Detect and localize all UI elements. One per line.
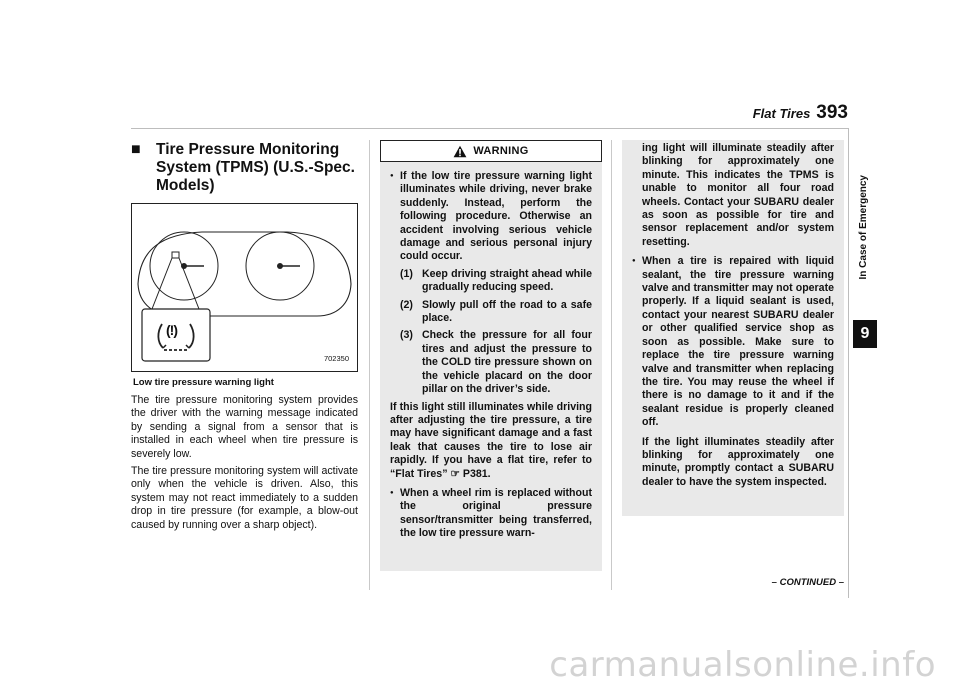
warning-triangle-icon (453, 145, 467, 158)
step-text: Check the pressure for all four tires and adjust the pressure to the COLD tire pressure shown on the vehicle placard on the door pillar on the driver’s side. (422, 329, 592, 396)
step-number: (3) (400, 329, 413, 342)
column-divider (611, 140, 612, 590)
header-rule (131, 128, 848, 129)
bullet-icon: ● (632, 258, 636, 265)
warning-item-2-continued: ing light will illuminate steadily after blinking for approximately one minute. This indicates the TPMS is unable to monitor all four road wheels. Contact your SUBARU dealer as soon as possible for tire and sensor replacement and/or system resetting. (642, 142, 834, 248)
section-title-text: Tire Pressure Monitoring System (TPMS) (U.S.-Spec. Models) (156, 141, 355, 194)
warning-item-1 (380, 170, 592, 264)
figure-number: 702350 (323, 354, 349, 363)
chapter-tab-label: In Case of Emergency (858, 175, 869, 280)
warning-item-1-text: If the low tire pressure warning light illuminates while driving, never brake suddenly. Instead, perform the following procedure. Otherwise an accident involving serious vehicle damage and serious personal injury could occur. (400, 170, 592, 263)
warning-item-3-followup: If the light illuminates steadily after blinking for approximately one minute, promptly contact a SUBARU dealer to have the system inspected. (642, 435, 834, 488)
dashboard-figure (131, 203, 358, 372)
body-paragraph-2: The tire pressure monitoring system will activate only when the vehicle is driven. Also, this system may not react immediately to a sudden drop in tire pressure (for example, a blow-out caused by running over a sharp object). (131, 465, 358, 531)
figure-caption: Low tire pressure warning light (133, 377, 274, 388)
watermark: carmanualsonline.info (549, 645, 936, 685)
procedure-step (400, 329, 592, 396)
procedure-steps (400, 268, 592, 397)
page-header (753, 102, 848, 124)
warning-title: WARNING (473, 145, 529, 157)
warning-item-1-followup: If this light still illuminates while driving after adjusting the tire pressure, a tire may have significant damage and a fast leak that causes the tire to lose air rapidly. If you have a flat tire, refer to “Flat Tires” ☞ P381. (390, 400, 592, 480)
procedure-step (400, 268, 592, 295)
warning-item-3-text: When a tire is repaired with liquid sealant, the tire pressure warning valve and transmitter may not operate properly. If a liquid sealant is used, contact your nearest SUBARU dealer or other qualified service shop as soon as possible. Make sure to replace the tire pressure warning valve and transmitter when replacing the tire. You may reuse the wheel if there is no damage to it and if the sealant residue is properly cleaned off. (642, 255, 834, 429)
warning-item-3 (622, 255, 834, 429)
header-section-name: Flat Tires (752, 106, 811, 121)
warning-header (380, 140, 602, 162)
bullet-icon: ● (390, 489, 394, 496)
section-marker-icon: ■ (131, 141, 141, 158)
section-title (131, 141, 358, 195)
warning-item-2 (380, 487, 592, 541)
side-rule (848, 128, 849, 598)
step-text: Keep driving straight ahead while gradually reducing speed. (422, 267, 592, 294)
warning-box-continued (622, 140, 844, 516)
column-divider (369, 140, 370, 590)
step-text: Slowly pull off the road to a safe place. (422, 298, 592, 325)
warning-item-2-text: When a wheel rim is replaced without the original pressure sensor/transmitter being transferred, the low tire pressure warn- (400, 486, 592, 540)
procedure-step (400, 299, 592, 326)
body-paragraph-1: The tire pressure monitoring system provides the driver with the warning message indicated by sending a signal from a sensor that is installed in each wheel when tire pressure is severely low. (131, 394, 358, 460)
column-left (131, 141, 358, 532)
chapter-number-badge[interactable]: 9 (853, 320, 877, 348)
instrument-cluster-illustration (132, 204, 357, 371)
bullet-icon: ● (390, 173, 394, 179)
tpms-warning-icon: (!) (166, 322, 177, 338)
page-number: 393 (816, 102, 848, 123)
warning-box (380, 140, 602, 571)
step-number: (1) (400, 267, 413, 280)
continued-label: – CONTINUED – (771, 577, 844, 588)
step-number: (2) (400, 298, 413, 311)
